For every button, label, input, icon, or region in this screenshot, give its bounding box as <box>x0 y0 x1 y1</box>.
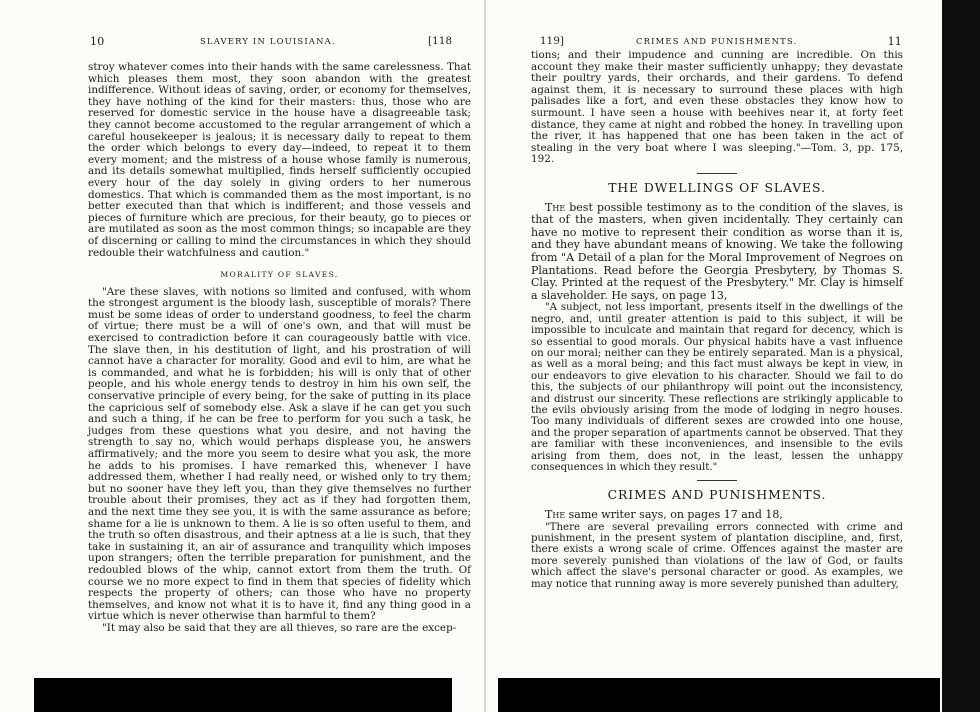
right-running-title: CRIMES AND PUNISHMENTS. <box>636 36 798 46</box>
scan-edge-strip <box>942 0 980 712</box>
scan-bottom-bar-left <box>34 678 452 712</box>
crimes-intro-text: same writer says, on pages 17 and 18, <box>568 507 783 521</box>
right-paragraph-1: tions; and their impudence and cunning are incredible. On this account they make their master sufficiently unhappy; they devastate their poultry yards, their orchards, and their gardens. To defend against them, it is necessary to surround these places with high palisades like a fort, and even these obstacles they know how to surmount. I have seen a house with beehives near it, at forty feet distance, they came at night and robbed the honey. In travelling upon the river, it has happened that one has been taken in the act of stealing in the very boat where I was sleeping."—Tom. 3, pp. 175, 192. <box>531 49 903 166</box>
dwellings-lead-word: The <box>545 200 566 214</box>
section-divider <box>697 480 737 481</box>
scan-bottom-bar-right <box>498 678 940 712</box>
right-text-column <box>531 50 903 590</box>
dwellings-paragraph <box>531 202 903 303</box>
left-paragraph-3: "It may also be said that they are all thieves, so rare are the excep- <box>102 621 457 634</box>
left-section-ref: [118 <box>428 35 453 47</box>
right-page-number: 11 <box>887 34 902 48</box>
dwellings-quote: "A subject, not less important, presents itself in the dwellings of the negro, and, until greater attention is paid to this subject, it will be impossible to inculcate and maintain that regard for decency, which is so essential to good morals. Our physical habits have a vast influence on our moral; neither can they be entirely separated. Man is a physical, as well as a moral being; and this fact must always be kept in view, in our endeavors to give elevation to his character. Should we fail to do this, the subjects of our philanthropy will point out the inconsistency, and distrust our sincerity. These reflections are strikingly applicable to the evils obviously arising from the mode of lodging in negro houses. Too many individuals of different sexes are crowded into one house, and the proper separation of apartments cannot be observed. That they are familiar with these inconveniences, and insensible to the evils arising from them, does not, in the least, lessen the unhappy consequences in which they result." <box>531 302 903 473</box>
left-paragraph-2: "Are these slaves, with notions so limited and confused, with whom the strongest argument is the bloody lash, susceptible of morals? There must be some ideas of order to understand goodness, to feel the charm of virtue; there must be a will of one's own, and that will must be exercised to contradiction before it can courageously battle with vice. The slave then, in his destitution of light, and his prostration of will cannot have a character for morality. Good and evil to him, are what he is commanded, and what he is forbidden; his will is only that of other people, and his whole energy tends to destroy in him his own self, the conservative principle of every being, for the sake of putting in its place the capricious self of somebody else. Ask a slave if he can get you such and such a thing, if he can be free to perform for you such a task, he judges from these questions what you desire, and not having the strength to say no, which would perhaps displease you, he answers affirmatively; and the more you seem to desire what you ask, the more he adds to his promises. I have remarked this, whenever I have addressed them, whether I had really need, or wished only to try them; but no sooner have they left you, than they give themselves no further trouble about their promises, they act as if they had forgotten them, and the next time they see you, it is with the same assurance as before; shame for a lie is unknown to them. A lie is so often useful to them, and the truth so often disastrous, and their aptness at a lie is such, that they take in sustaining it, an air of assurance and tranquility which imposes upon strangers; often the terrible preparation for punishment, and the redoubled blows of the whip, cannot extort from them the truth. Of course we no more expect to find in them that species of fidelity which respects the property of others; can those who have no property themselves, and know not what it is to have it, find any thing good in a virtue which is never otherwise than harmful to them? <box>88 285 471 623</box>
left-text-column <box>88 62 471 635</box>
morality-subheading: MORALITY OF SLAVES. <box>220 270 339 280</box>
crimes-intro <box>531 509 903 522</box>
dwellings-heading: THE DWELLINGS OF SLAVES. <box>608 179 826 195</box>
left-paragraph-1: stroy whatever comes into their hands with the same carelessness. That which pleases them most, they soon abandon with the greatest indifference. Without ideas of saving, order, or economy for themselves, they have nothing of the kind for their masters: thus, those who are reserved for domestic service in the house have a disagreeable task; they cannot become accustomed to the regular arrangement of which a careful housekeeper is jealous; it is necessary daily to repeat to them the order which belongs to every day—indeed, to repeat it to them every moment; and the mistress of a house whose family is numerous, and its details somewhat multiplied, finds herself sufficiently occupied every hour of the day solely in giving orders to her numerous domestics. That which is commanded them as the most important, is no better executed than that which is indifferent; and those vessels and pieces of furniture which are precious, for their beauty, go to pieces or are mutilated as soon as the most common things; so incapable are they of discerning or calling to mind the circumstances in which they should redouble their watchfulness and caution." <box>88 61 471 259</box>
right-section-ref: 119] <box>540 35 565 47</box>
crimes-lead-word: The <box>545 507 566 521</box>
left-running-head <box>90 34 453 48</box>
section-divider <box>697 173 737 174</box>
right-running-head <box>540 34 902 48</box>
crimes-quote: "There are several prevailing errors connected with crime and punishment, in the present system of plantation discipline, and, first, there exists a wrong scale of crime. Offences against the master are more severely punished than violations of the law of God, or faults which affect the slave's personal character or good. As examples, we may notice that running away is more severely punished than adultery, <box>531 521 903 590</box>
dwellings-text: best possible testimony as to the condition of the slaves, is that of the masters, when given incidentally. They certainly can have no motive to represent their condition as worse than it is, and they have abundant means of knowing. We take the following from "A Detail of a plan for the Moral Improvement of Negroes on Plantations. Read before the Georgia Presbytery, by Thomas S. Clay. Printed at the request of the Presbytery." Mr. Clay is himself a slaveholder. He says, on page 13, <box>531 200 903 302</box>
left-page-number: 10 <box>90 34 105 48</box>
left-running-title: SLAVERY IN LOUISIANA. <box>200 36 336 46</box>
crimes-heading: CRIMES AND PUNISHMENTS. <box>607 487 827 503</box>
